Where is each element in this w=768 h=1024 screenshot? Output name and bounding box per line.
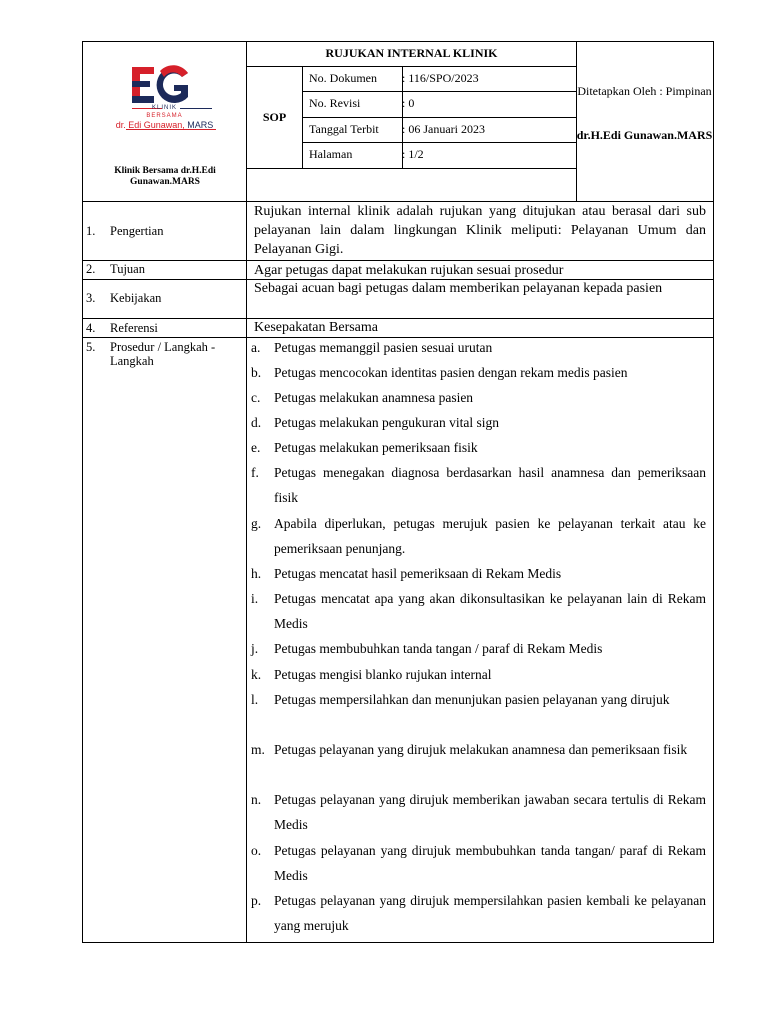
- step-text: Apabila diperlukan, petugas merujuk pasien ke pelayanan terkait atau ke pemeriksaan penunjang.: [274, 516, 706, 556]
- step-letter: g.: [251, 516, 262, 531]
- step-letter: k.: [251, 667, 262, 682]
- step-letter: j.: [251, 641, 259, 656]
- section-content-referensi: Kesepakatan Bersama: [254, 320, 378, 335]
- approver-name: dr.H.Edi Gunawan.MARS: [576, 128, 713, 142]
- logo-doctor-name: dr. Edi Gunawan, MARS: [115, 120, 214, 130]
- step-letter: i.: [251, 591, 259, 606]
- section-number: 3.: [86, 291, 96, 305]
- section-number: 5.: [86, 340, 96, 354]
- section-content-tujuan: Agar petugas dapat melakukan rujukan sesuai prosedur: [254, 263, 564, 278]
- section-label-pengertian: Pengertian: [110, 224, 164, 238]
- meta-value-page: : 1/2: [402, 147, 424, 161]
- meta-key-doc-number: No. Dokumen: [309, 71, 377, 85]
- step-letter: h.: [251, 566, 262, 581]
- step-letter: l.: [251, 692, 259, 707]
- meta-key-issue-date: Tanggal Terbit: [309, 122, 379, 136]
- step-text: Petugas melakukan pemeriksaan fisik: [274, 440, 478, 455]
- step-letter: p.: [251, 893, 262, 908]
- step-text: Petugas pelayanan yang dirujuk melakukan anamnesa dan pemeriksaan fisik: [274, 742, 688, 757]
- section-content-kebijakan: Sebagai acuan bagi petugas dalam memberikan pelayanan kepada pasien: [254, 281, 663, 296]
- clinic-logo-cell: [82, 41, 247, 201]
- step-letter: m.: [251, 742, 265, 757]
- step-letter: d.: [251, 415, 262, 430]
- step-text: Petugas mengisi blanko rujukan internal: [274, 667, 492, 682]
- step-text: Petugas melakukan anamnesa pasien: [274, 390, 474, 405]
- section-label-kebijakan: Kebijakan: [110, 291, 162, 305]
- meta-key-revision: No. Revisi: [309, 96, 361, 110]
- section-content-pengertian: Rujukan internal klinik adalah rujukan yang ditujukan atau berasal dari sub pelayanan lain dalam lingkungan Klinik meliputi: Pelayanan Umum dan Pelayanan Gigi.: [254, 204, 706, 257]
- section-number: 2.: [86, 262, 96, 276]
- meta-value-doc-number: : 116/SPO/2023: [402, 71, 479, 85]
- step-letter: o.: [251, 843, 262, 858]
- section-label-referensi: Referensi: [110, 321, 158, 335]
- section-number: 1.: [86, 224, 96, 238]
- step-letter: f.: [251, 465, 259, 480]
- step-text: Petugas melakukan pengukuran vital sign: [274, 415, 499, 430]
- step-text: Petugas menegakan diagnosa berdasarkan hasil anamnesa dan pemeriksaan fisik: [274, 465, 706, 505]
- step-letter: e.: [251, 440, 261, 455]
- sop-label: SOP: [262, 110, 287, 124]
- section-number: 4.: [86, 321, 96, 335]
- step-text: Petugas memanggil pasien sesuai urutan: [274, 340, 493, 355]
- clinic-name: Klinik Bersama dr.H.Edi Gunawan.MARS: [114, 166, 216, 187]
- step-letter: b.: [251, 365, 262, 380]
- step-letter: c.: [251, 390, 261, 405]
- clinic-logo: [130, 65, 194, 105]
- section-label-prosedur: Prosedur / Langkah - Langkah: [110, 340, 216, 368]
- step-text: Petugas mencatat apa yang akan dikonsultasikan ke pelayanan lain di Rekam Medis: [274, 591, 706, 631]
- approved-by-label: Ditetapkan Oleh : Pimpinan: [577, 84, 712, 98]
- step-text: Petugas pelayanan yang dirujuk membubuhkan tanda tangan/ paraf di Rekam Medis: [274, 843, 706, 883]
- section-label-tujuan: Tujuan: [110, 262, 145, 276]
- step-text: Petugas mempersilahkan dan menunjukan pasien pelayanan yang dirujuk: [274, 692, 670, 707]
- document-title: RUJUKAN INTERNAL KLINIK: [325, 46, 498, 60]
- meta-value-issue-date: : 06 Januari 2023: [402, 122, 485, 136]
- step-text: Petugas pelayanan yang dirujuk mempersilahkan pasien kembali ke pelayanan yang merujuk: [274, 893, 706, 933]
- step-text: Petugas membubuhkan tanda tangan / paraf di Rekam Medis: [274, 641, 603, 656]
- step-text: Petugas mencatat hasil pemeriksaan di Rekam Medis: [274, 566, 562, 581]
- step-text: Petugas pelayanan yang dirujuk memberikan jawaban secara tertulis di Rekam Medis: [274, 792, 706, 832]
- step-letter: n.: [251, 792, 262, 807]
- step-letter: a.: [251, 340, 261, 355]
- step-text: Petugas mencocokan identitas pasien dengan rekam medis pasien: [274, 365, 628, 380]
- logo-klinik-word: KLINIK: [151, 105, 177, 111]
- logo-bersama-word: BERSAMA: [146, 113, 183, 119]
- meta-key-page: Halaman: [309, 147, 353, 161]
- meta-value-revision: : 0: [402, 96, 415, 110]
